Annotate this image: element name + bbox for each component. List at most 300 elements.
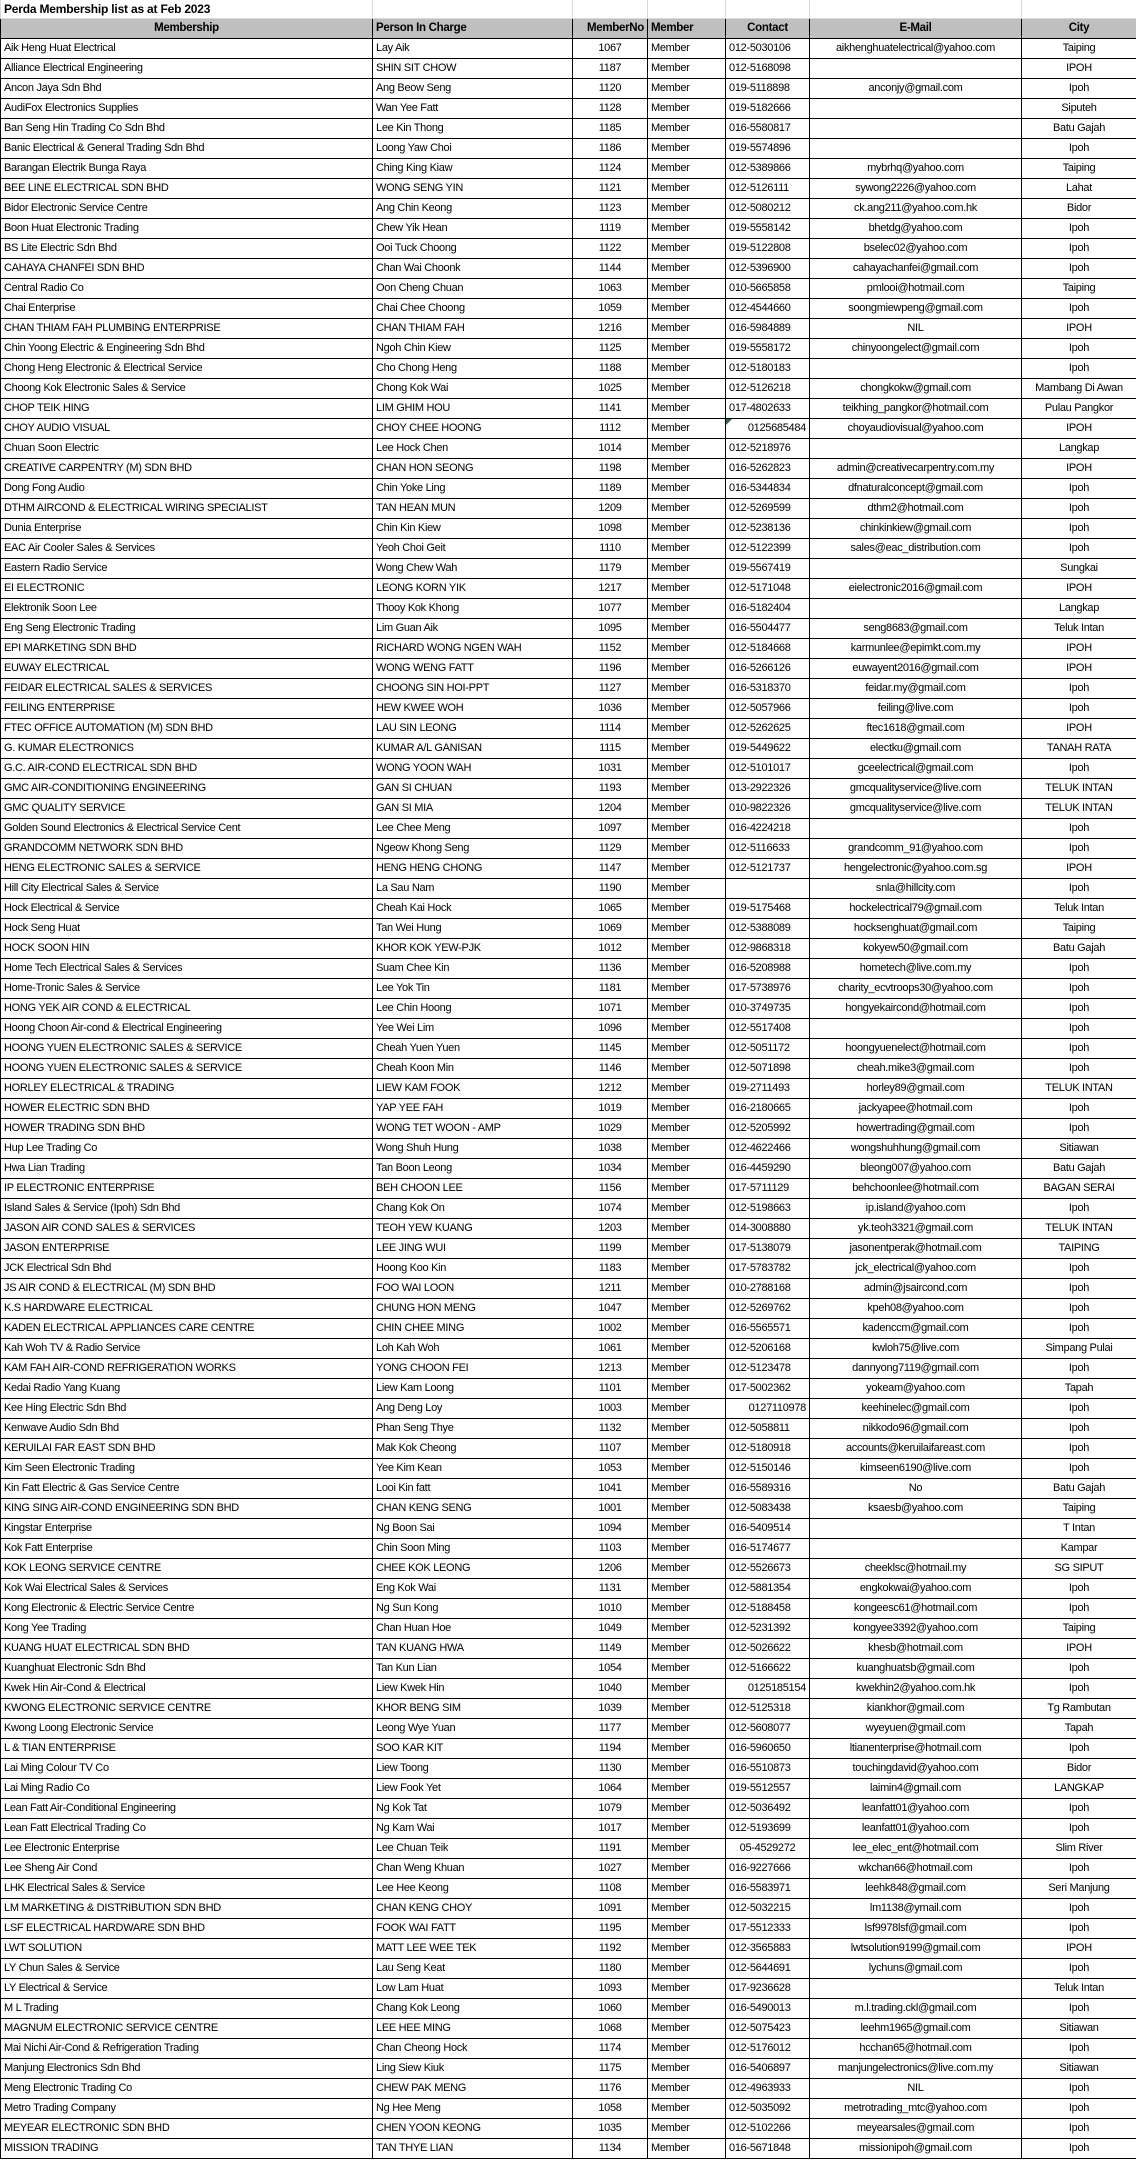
cell-member-status[interactable]: Member: [648, 2138, 726, 2158]
cell-email[interactable]: hoongyuenelect@hotmail.com: [810, 1038, 1022, 1058]
cell-member-no[interactable]: 1174: [573, 2038, 648, 2058]
cell-city[interactable]: Taiping: [1022, 278, 1136, 298]
cell-contact[interactable]: 016-5565571: [726, 1318, 810, 1338]
cell-member-status[interactable]: Member: [648, 58, 726, 78]
cell-contact[interactable]: 012-5396900: [726, 258, 810, 278]
cell-email[interactable]: nikkodo96@gmail.com: [810, 1418, 1022, 1438]
cell-email[interactable]: chongkokw@gmail.com: [810, 378, 1022, 398]
cell-city[interactable]: TELUK INTAN: [1022, 778, 1136, 798]
cell-membership[interactable]: Lai Ming Radio Co: [1, 1778, 373, 1798]
cell-person-in-charge[interactable]: WONG TET WOON - AMP: [373, 1118, 573, 1138]
cell-membership[interactable]: Kah Woh TV & Radio Service: [1, 1338, 373, 1358]
cell-email[interactable]: hcchan65@hotmail.com: [810, 2038, 1022, 2058]
cell-member-no[interactable]: 1132: [573, 1418, 648, 1438]
cell-contact[interactable]: 016-5589316: [726, 1478, 810, 1498]
cell-contact[interactable]: 016-5580817: [726, 118, 810, 138]
cell-membership[interactable]: Hill City Electrical Sales & Service: [1, 878, 373, 898]
cell-city[interactable]: Lahat: [1022, 178, 1136, 198]
cell-member-no[interactable]: 1036: [573, 698, 648, 718]
cell-person-in-charge[interactable]: Lee Hock Chen: [373, 438, 573, 458]
cell-email[interactable]: jasonentperak@hotmail.com: [810, 1238, 1022, 1258]
cell-email[interactable]: cheeklsc@hotmail.my: [810, 1558, 1022, 1578]
cell-email[interactable]: wyeyuen@gmail.com: [810, 1718, 1022, 1738]
cell-member-status[interactable]: Member: [648, 1598, 726, 1618]
cell-person-in-charge[interactable]: Chan Wai Choonk: [373, 258, 573, 278]
cell-person-in-charge[interactable]: KHOR BENG SIM: [373, 1698, 573, 1718]
cell-person-in-charge[interactable]: Ooi Tuck Choong: [373, 238, 573, 258]
cell-person-in-charge[interactable]: CHUNG HON MENG: [373, 1298, 573, 1318]
cell-contact[interactable]: 010-9822326: [726, 798, 810, 818]
cell-contact[interactable]: 016-4459290: [726, 1158, 810, 1178]
cell-contact[interactable]: 013-2922326: [726, 778, 810, 798]
cell-city[interactable]: Ipoh: [1022, 2078, 1136, 2098]
cell-contact[interactable]: 012-5238136: [726, 518, 810, 538]
cell-person-in-charge[interactable]: Chin Soon Ming: [373, 1538, 573, 1558]
cell-contact[interactable]: 012-5030106: [726, 38, 810, 58]
cell-person-in-charge[interactable]: Liew Fook Yet: [373, 1778, 573, 1798]
cell-member-no[interactable]: 1196: [573, 658, 648, 678]
cell-contact[interactable]: 016-5583971: [726, 1878, 810, 1898]
cell-membership[interactable]: Kee Hing Electric Sdn Bhd: [1, 1398, 373, 1418]
cell-contact[interactable]: 012-5218976: [726, 438, 810, 458]
cell-person-in-charge[interactable]: Leong Wye Yuan: [373, 1718, 573, 1738]
cell-email[interactable]: lm1138@ymail.com: [810, 1898, 1022, 1918]
cell-person-in-charge[interactable]: GAN SI CHUAN: [373, 778, 573, 798]
cell-person-in-charge[interactable]: KHOR KOK YEW-PJK: [373, 938, 573, 958]
cell-city[interactable]: TELUK INTAN: [1022, 1078, 1136, 1098]
cell-person-in-charge[interactable]: LEE JING WUI: [373, 1238, 573, 1258]
cell-city[interactable]: Ipoh: [1022, 538, 1136, 558]
cell-contact[interactable]: 012-5188458: [726, 1598, 810, 1618]
title-empty-cell[interactable]: [648, 0, 726, 18]
cell-membership[interactable]: Lai Ming Colour TV Co: [1, 1758, 373, 1778]
cell-member-no[interactable]: 1134: [573, 2138, 648, 2158]
cell-email[interactable]: karmunlee@epimkt.com.my: [810, 638, 1022, 658]
cell-person-in-charge[interactable]: Tan Kun Lian: [373, 1658, 573, 1678]
cell-member-status[interactable]: Member: [648, 238, 726, 258]
cell-person-in-charge[interactable]: FOOK WAI FATT: [373, 1918, 573, 1938]
cell-member-no[interactable]: 1189: [573, 478, 648, 498]
cell-city[interactable]: Taiping: [1022, 1618, 1136, 1638]
cell-contact[interactable]: 017-5711129: [726, 1178, 810, 1198]
cell-member-no[interactable]: 1199: [573, 1238, 648, 1258]
cell-member-no[interactable]: 1145: [573, 1038, 648, 1058]
cell-contact[interactable]: 0127110978: [726, 1398, 810, 1418]
cell-city[interactable]: Ipoh: [1022, 1598, 1136, 1618]
cell-member-no[interactable]: 1053: [573, 1458, 648, 1478]
cell-member-status[interactable]: Member: [648, 358, 726, 378]
cell-city[interactable]: Ipoh: [1022, 1798, 1136, 1818]
cell-email[interactable]: aikhenghuatelectrical@yahoo.com: [810, 38, 1022, 58]
cell-person-in-charge[interactable]: Lim Guan Aik: [373, 618, 573, 638]
cell-email[interactable]: kuanghuatsb@gmail.com: [810, 1658, 1022, 1678]
cell-email[interactable]: leehm1965@gmail.com: [810, 2018, 1022, 2038]
cell-member-status[interactable]: Member: [648, 1978, 726, 1998]
cell-member-no[interactable]: 1179: [573, 558, 648, 578]
cell-member-status[interactable]: Member: [648, 278, 726, 298]
cell-contact[interactable]: 019-5182666: [726, 98, 810, 118]
cell-person-in-charge[interactable]: Oon Cheng Chuan: [373, 278, 573, 298]
cell-person-in-charge[interactable]: HEW KWEE WOH: [373, 698, 573, 718]
cell-member-no[interactable]: 1074: [573, 1198, 648, 1218]
cell-city[interactable]: SG SIPUT: [1022, 1558, 1136, 1578]
cell-member-status[interactable]: Member: [648, 1278, 726, 1298]
cell-member-status[interactable]: Member: [648, 638, 726, 658]
cell-membership[interactable]: GRANDCOMM NETWORK SDN BHD: [1, 838, 373, 858]
cell-contact[interactable]: 012-5176012: [726, 2038, 810, 2058]
cell-member-status[interactable]: Member: [648, 938, 726, 958]
cell-person-in-charge[interactable]: CHAN THIAM FAH: [373, 318, 573, 338]
cell-member-status[interactable]: Member: [648, 1038, 726, 1058]
cell-person-in-charge[interactable]: HENG HENG CHONG: [373, 858, 573, 878]
cell-city[interactable]: IPOH: [1022, 638, 1136, 658]
cell-member-no[interactable]: 1060: [573, 1998, 648, 2018]
cell-member-no[interactable]: 1047: [573, 1298, 648, 1318]
cell-member-status[interactable]: Member: [648, 1398, 726, 1418]
cell-person-in-charge[interactable]: Chin Yoke Ling: [373, 478, 573, 498]
cell-person-in-charge[interactable]: BEH CHOON LEE: [373, 1178, 573, 1198]
cell-membership[interactable]: KADEN ELECTRICAL APPLIANCES CARE CENTRE: [1, 1318, 373, 1338]
cell-member-no[interactable]: 1136: [573, 958, 648, 978]
cell-email[interactable]: behchoonlee@hotmail.com: [810, 1178, 1022, 1198]
cell-person-in-charge[interactable]: CHEW PAK MENG: [373, 2078, 573, 2098]
cell-person-in-charge[interactable]: Lee Yok Tin: [373, 978, 573, 998]
cell-city[interactable]: IPOH: [1022, 1938, 1136, 1958]
cell-email[interactable]: dfnaturalconcept@gmail.com: [810, 478, 1022, 498]
cell-person-in-charge[interactable]: Ching King Kiaw: [373, 158, 573, 178]
cell-membership[interactable]: HORLEY ELECTRICAL & TRADING: [1, 1078, 373, 1098]
cell-email[interactable]: horley89@gmail.com: [810, 1078, 1022, 1098]
cell-city[interactable]: Ipoh: [1022, 1398, 1136, 1418]
cell-email[interactable]: [810, 438, 1022, 458]
cell-city[interactable]: Ipoh: [1022, 1818, 1136, 1838]
cell-member-no[interactable]: 1065: [573, 898, 648, 918]
cell-member-no[interactable]: 1192: [573, 1938, 648, 1958]
cell-city[interactable]: Ipoh: [1022, 1258, 1136, 1278]
cell-member-no[interactable]: 1120: [573, 78, 648, 98]
cell-member-status[interactable]: Member: [648, 998, 726, 1018]
cell-email[interactable]: kwloh75@live.com: [810, 1338, 1022, 1358]
cell-city[interactable]: Ipoh: [1022, 758, 1136, 778]
cell-member-status[interactable]: Member: [648, 118, 726, 138]
cell-member-no[interactable]: 1068: [573, 2018, 648, 2038]
cell-city[interactable]: Ipoh: [1022, 238, 1136, 258]
cell-city[interactable]: Ipoh: [1022, 2038, 1136, 2058]
cell-person-in-charge[interactable]: Chai Chee Choong: [373, 298, 573, 318]
cell-member-no[interactable]: 1204: [573, 798, 648, 818]
cell-person-in-charge[interactable]: MATT LEE WEE TEK: [373, 1938, 573, 1958]
cell-email[interactable]: kimseen6190@live.com: [810, 1458, 1022, 1478]
cell-membership[interactable]: MEYEAR ELECTRONIC SDN BHD: [1, 2118, 373, 2138]
cell-city[interactable]: IPOH: [1022, 58, 1136, 78]
cell-membership[interactable]: HONG YEK AIR COND & ELECTRICAL: [1, 998, 373, 1018]
cell-member-status[interactable]: Member: [648, 878, 726, 898]
cell-person-in-charge[interactable]: Cheah Kai Hock: [373, 898, 573, 918]
cell-member-status[interactable]: Member: [648, 1058, 726, 1078]
cell-member-status[interactable]: Member: [648, 1898, 726, 1918]
cell-person-in-charge[interactable]: Loong Yaw Choi: [373, 138, 573, 158]
cell-city[interactable]: Seri Manjung: [1022, 1878, 1136, 1898]
cell-person-in-charge[interactable]: TAN THYE LIAN: [373, 2138, 573, 2158]
cell-email[interactable]: hongyekaircond@hotmail.com: [810, 998, 1022, 1018]
cell-membership[interactable]: FEILING ENTERPRISE: [1, 698, 373, 718]
cell-person-in-charge[interactable]: Liew Toong: [373, 1758, 573, 1778]
cell-city[interactable]: Ipoh: [1022, 1438, 1136, 1458]
cell-contact[interactable]: 016-5344834: [726, 478, 810, 498]
cell-membership[interactable]: HOONG YUEN ELECTRONIC SALES & SERVICE: [1, 1058, 373, 1078]
column-header-member-no[interactable]: MemberNo: [573, 18, 648, 38]
cell-member-status[interactable]: Member: [648, 1758, 726, 1778]
cell-member-status[interactable]: Member: [648, 958, 726, 978]
cell-person-in-charge[interactable]: Looi Kin fatt: [373, 1478, 573, 1498]
cell-person-in-charge[interactable]: WONG WENG FATT: [373, 658, 573, 678]
cell-membership[interactable]: LY Electrical & Service: [1, 1978, 373, 1998]
cell-city[interactable]: Siputeh: [1022, 98, 1136, 118]
cell-member-status[interactable]: Member: [648, 1798, 726, 1818]
cell-email[interactable]: eielectronic2016@gmail.com: [810, 578, 1022, 598]
cell-email[interactable]: soongmiewpeng@gmail.com: [810, 298, 1022, 318]
cell-person-in-charge[interactable]: Ngoh Chin Kiew: [373, 338, 573, 358]
cell-membership[interactable]: CREATIVE CARPENTRY (M) SDN BHD: [1, 458, 373, 478]
cell-membership[interactable]: Kwek Hin Air-Cond & Electrical: [1, 1678, 373, 1698]
cell-city[interactable]: Kampar: [1022, 1538, 1136, 1558]
cell-contact[interactable]: 012-5101017: [726, 758, 810, 778]
cell-contact[interactable]: 019-5574896: [726, 138, 810, 158]
cell-city[interactable]: IPOH: [1022, 578, 1136, 598]
cell-member-no[interactable]: 1129: [573, 838, 648, 858]
cell-member-no[interactable]: 1002: [573, 1318, 648, 1338]
cell-city[interactable]: TELUK INTAN: [1022, 798, 1136, 818]
cell-person-in-charge[interactable]: Ng Kok Tat: [373, 1798, 573, 1818]
cell-city[interactable]: Ipoh: [1022, 478, 1136, 498]
cell-city[interactable]: Taiping: [1022, 918, 1136, 938]
cell-membership[interactable]: CHOY AUDIO VISUAL: [1, 418, 373, 438]
cell-email[interactable]: kokyew50@gmail.com: [810, 938, 1022, 958]
cell-membership[interactable]: EAC Air Cooler Sales & Services: [1, 538, 373, 558]
cell-membership[interactable]: G.C. AIR-COND ELECTRICAL SDN BHD: [1, 758, 373, 778]
cell-city[interactable]: Ipoh: [1022, 1918, 1136, 1938]
cell-city[interactable]: Ipoh: [1022, 1358, 1136, 1378]
cell-contact[interactable]: 016-5182404: [726, 598, 810, 618]
cell-person-in-charge[interactable]: KUMAR A/L GANISAN: [373, 738, 573, 758]
cell-member-no[interactable]: 1019: [573, 1098, 648, 1118]
cell-city[interactable]: Ipoh: [1022, 258, 1136, 278]
cell-member-no[interactable]: 1095: [573, 618, 648, 638]
cell-person-in-charge[interactable]: Low Lam Huat: [373, 1978, 573, 1998]
cell-email[interactable]: ck.ang211@yahoo.com.hk: [810, 198, 1022, 218]
cell-member-no[interactable]: 1123: [573, 198, 648, 218]
cell-email[interactable]: yokeam@yahoo.com: [810, 1378, 1022, 1398]
cell-person-in-charge[interactable]: Cheah Yuen Yuen: [373, 1038, 573, 1058]
cell-membership[interactable]: HENG ELECTRONIC SALES & SERVICE: [1, 858, 373, 878]
cell-membership[interactable]: Kong Electronic & Electric Service Centre: [1, 1598, 373, 1618]
cell-member-no[interactable]: 1125: [573, 338, 648, 358]
cell-email[interactable]: bselec02@yahoo.com: [810, 238, 1022, 258]
cell-email[interactable]: feiling@live.com: [810, 698, 1022, 718]
cell-email[interactable]: hometech@live.com.my: [810, 958, 1022, 978]
cell-membership[interactable]: Kuanghuat Electronic Sdn Bhd: [1, 1658, 373, 1678]
cell-member-status[interactable]: Member: [648, 1858, 726, 1878]
cell-membership[interactable]: KING SING AIR-COND ENGINEERING SDN BHD: [1, 1498, 373, 1518]
cell-person-in-charge[interactable]: Tan Wei Hung: [373, 918, 573, 938]
cell-member-status[interactable]: Member: [648, 338, 726, 358]
title-empty-cell[interactable]: [726, 0, 810, 18]
cell-person-in-charge[interactable]: CHEN YOON KEONG: [373, 2118, 573, 2138]
cell-city[interactable]: Ipoh: [1022, 1998, 1136, 2018]
cell-email[interactable]: [810, 598, 1022, 618]
cell-member-status[interactable]: Member: [648, 98, 726, 118]
cell-contact[interactable]: 012-5125318: [726, 1698, 810, 1718]
cell-member-status[interactable]: Member: [648, 1158, 726, 1178]
cell-membership[interactable]: GMC QUALITY SERVICE: [1, 798, 373, 818]
cell-city[interactable]: Tapah: [1022, 1718, 1136, 1738]
cell-member-status[interactable]: Member: [648, 858, 726, 878]
cell-email[interactable]: feidar.my@gmail.com: [810, 678, 1022, 698]
cell-membership[interactable]: JS AIR COND & ELECTRICAL (M) SDN BHD: [1, 1278, 373, 1298]
cell-membership[interactable]: Kong Yee Trading: [1, 1618, 373, 1638]
cell-member-status[interactable]: Member: [648, 1338, 726, 1358]
cell-member-status[interactable]: Member: [648, 518, 726, 538]
cell-membership[interactable]: KERUILAI FAR EAST SDN BHD: [1, 1438, 373, 1458]
cell-member-status[interactable]: Member: [648, 1438, 726, 1458]
cell-member-no[interactable]: 1176: [573, 2078, 648, 2098]
cell-person-in-charge[interactable]: LIEW KAM FOOK: [373, 1078, 573, 1098]
cell-contact[interactable]: 012-3565883: [726, 1938, 810, 1958]
cell-email[interactable]: teikhing_pangkor@hotmail.com: [810, 398, 1022, 418]
cell-city[interactable]: Ipoh: [1022, 498, 1136, 518]
cell-contact[interactable]: 016-5208988: [726, 958, 810, 978]
cell-member-no[interactable]: 1040: [573, 1678, 648, 1698]
cell-city[interactable]: Ipoh: [1022, 978, 1136, 998]
cell-member-no[interactable]: 1198: [573, 458, 648, 478]
cell-city[interactable]: LANGKAP: [1022, 1778, 1136, 1798]
cell-email[interactable]: [810, 138, 1022, 158]
cell-person-in-charge[interactable]: LAU SIN LEONG: [373, 718, 573, 738]
cell-email[interactable]: seng8683@gmail.com: [810, 618, 1022, 638]
cell-person-in-charge[interactable]: Liew Kwek Hin: [373, 1678, 573, 1698]
cell-person-in-charge[interactable]: Lee Chin Hoong: [373, 998, 573, 1018]
cell-member-no[interactable]: 1115: [573, 738, 648, 758]
cell-contact[interactable]: 012-5180183: [726, 358, 810, 378]
cell-member-status[interactable]: Member: [648, 438, 726, 458]
cell-person-in-charge[interactable]: CHAN HON SEONG: [373, 458, 573, 478]
cell-membership[interactable]: Lean Fatt Air-Conditional Engineering: [1, 1798, 373, 1818]
cell-membership[interactable]: Hoong Choon Air-cond & Electrical Engineering: [1, 1018, 373, 1038]
cell-person-in-charge[interactable]: Eng Kok Wai: [373, 1578, 573, 1598]
cell-email[interactable]: snla@hillcity.com: [810, 878, 1022, 898]
cell-city[interactable]: Ipoh: [1022, 1298, 1136, 1318]
cell-city[interactable]: Slim River: [1022, 1838, 1136, 1858]
cell-contact[interactable]: 010-3749735: [726, 998, 810, 1018]
cell-member-status[interactable]: Member: [648, 1418, 726, 1438]
cell-person-in-charge[interactable]: YAP YEE FAH: [373, 1098, 573, 1118]
cell-membership[interactable]: KUANG HUAT ELECTRICAL SDN BHD: [1, 1638, 373, 1658]
cell-email[interactable]: howertrading@gmail.com: [810, 1118, 1022, 1138]
cell-membership[interactable]: MAGNUM ELECTRONIC SERVICE CENTRE: [1, 2018, 373, 2038]
cell-membership[interactable]: LM MARKETING & DISTRIBUTION SDN BHD: [1, 1898, 373, 1918]
cell-email[interactable]: choyaudiovisual@yahoo.com: [810, 418, 1022, 438]
cell-contact[interactable]: 016-5406897: [726, 2058, 810, 2078]
cell-city[interactable]: Tg Rambutan: [1022, 1698, 1136, 1718]
cell-membership[interactable]: Hock Electrical & Service: [1, 898, 373, 918]
cell-person-in-charge[interactable]: Phan Seng Thye: [373, 1418, 573, 1438]
cell-member-status[interactable]: Member: [648, 158, 726, 178]
cell-contact[interactable]: 012-5102266: [726, 2118, 810, 2138]
cell-email[interactable]: admin@jsaircond.com: [810, 1278, 1022, 1298]
cell-member-status[interactable]: Member: [648, 718, 726, 738]
cell-city[interactable]: Teluk Intan: [1022, 1978, 1136, 1998]
cell-member-no[interactable]: 1049: [573, 1618, 648, 1638]
cell-person-in-charge[interactable]: Ng Sun Kong: [373, 1598, 573, 1618]
cell-member-status[interactable]: Member: [648, 138, 726, 158]
cell-membership[interactable]: Alliance Electrical Engineering: [1, 58, 373, 78]
cell-member-status[interactable]: Member: [648, 618, 726, 638]
cell-person-in-charge[interactable]: Thooy Kok Khong: [373, 598, 573, 618]
cell-member-status[interactable]: Member: [648, 1778, 726, 1798]
cell-member-status[interactable]: Member: [648, 978, 726, 998]
cell-membership[interactable]: Chong Heng Electronic & Electrical Service: [1, 358, 373, 378]
cell-person-in-charge[interactable]: SHIN SIT CHOW: [373, 58, 573, 78]
cell-membership[interactable]: Choong Kok Electronic Sales & Service: [1, 378, 373, 398]
cell-city[interactable]: Ipoh: [1022, 358, 1136, 378]
cell-person-in-charge[interactable]: Lee Kin Thong: [373, 118, 573, 138]
cell-email[interactable]: [810, 558, 1022, 578]
cell-member-no[interactable]: 1093: [573, 1978, 648, 1998]
cell-membership[interactable]: Hwa Lian Trading: [1, 1158, 373, 1178]
cell-member-status[interactable]: Member: [648, 1838, 726, 1858]
cell-member-no[interactable]: 1041: [573, 1478, 648, 1498]
cell-member-status[interactable]: Member: [648, 378, 726, 398]
cell-member-no[interactable]: 1101: [573, 1378, 648, 1398]
cell-member-no[interactable]: 1094: [573, 1518, 648, 1538]
cell-email[interactable]: laimin4@gmail.com: [810, 1778, 1022, 1798]
cell-contact[interactable]: 016-5174677: [726, 1538, 810, 1558]
cell-email[interactable]: NIL: [810, 2078, 1022, 2098]
cell-membership[interactable]: Meng Electronic Trading Co: [1, 2078, 373, 2098]
cell-membership[interactable]: Island Sales & Service (Ipoh) Sdn Bhd: [1, 1198, 373, 1218]
cell-email[interactable]: sales@eac_distribution.com: [810, 538, 1022, 558]
cell-contact[interactable]: 016-5504477: [726, 618, 810, 638]
cell-member-no[interactable]: 1029: [573, 1118, 648, 1138]
cell-person-in-charge[interactable]: Ng Hee Meng: [373, 2098, 573, 2118]
cell-membership[interactable]: Elektronik Soon Lee: [1, 598, 373, 618]
cell-member-no[interactable]: 1186: [573, 138, 648, 158]
cell-member-status[interactable]: Member: [648, 1198, 726, 1218]
cell-member-no[interactable]: 1185: [573, 118, 648, 138]
cell-email[interactable]: [810, 1538, 1022, 1558]
cell-city[interactable]: IPOH: [1022, 858, 1136, 878]
cell-person-in-charge[interactable]: Lau Seng Keat: [373, 1958, 573, 1978]
cell-person-in-charge[interactable]: CHIN CHEE MING: [373, 1318, 573, 1338]
cell-contact[interactable]: 012-5075423: [726, 2018, 810, 2038]
cell-contact[interactable]: 012-5036492: [726, 1798, 810, 1818]
cell-membership[interactable]: FTEC OFFICE AUTOMATION (M) SDN BHD: [1, 718, 373, 738]
cell-city[interactable]: Mambang Di Awan: [1022, 378, 1136, 398]
cell-membership[interactable]: Bidor Electronic Service Centre: [1, 198, 373, 218]
cell-contact[interactable]: 012-5389866: [726, 158, 810, 178]
cell-contact[interactable]: 012-5206168: [726, 1338, 810, 1358]
cell-member-no[interactable]: 1079: [573, 1798, 648, 1818]
cell-member-no[interactable]: 1194: [573, 1738, 648, 1758]
cell-member-status[interactable]: Member: [648, 2098, 726, 2118]
cell-contact[interactable]: 012-5122399: [726, 538, 810, 558]
cell-member-no[interactable]: 1014: [573, 438, 648, 458]
cell-city[interactable]: Ipoh: [1022, 1658, 1136, 1678]
cell-member-no[interactable]: 1097: [573, 818, 648, 838]
cell-city[interactable]: Pulau Pangkor: [1022, 398, 1136, 418]
cell-contact[interactable]: 012-5881354: [726, 1578, 810, 1598]
cell-person-in-charge[interactable]: Mak Kok Cheong: [373, 1438, 573, 1458]
